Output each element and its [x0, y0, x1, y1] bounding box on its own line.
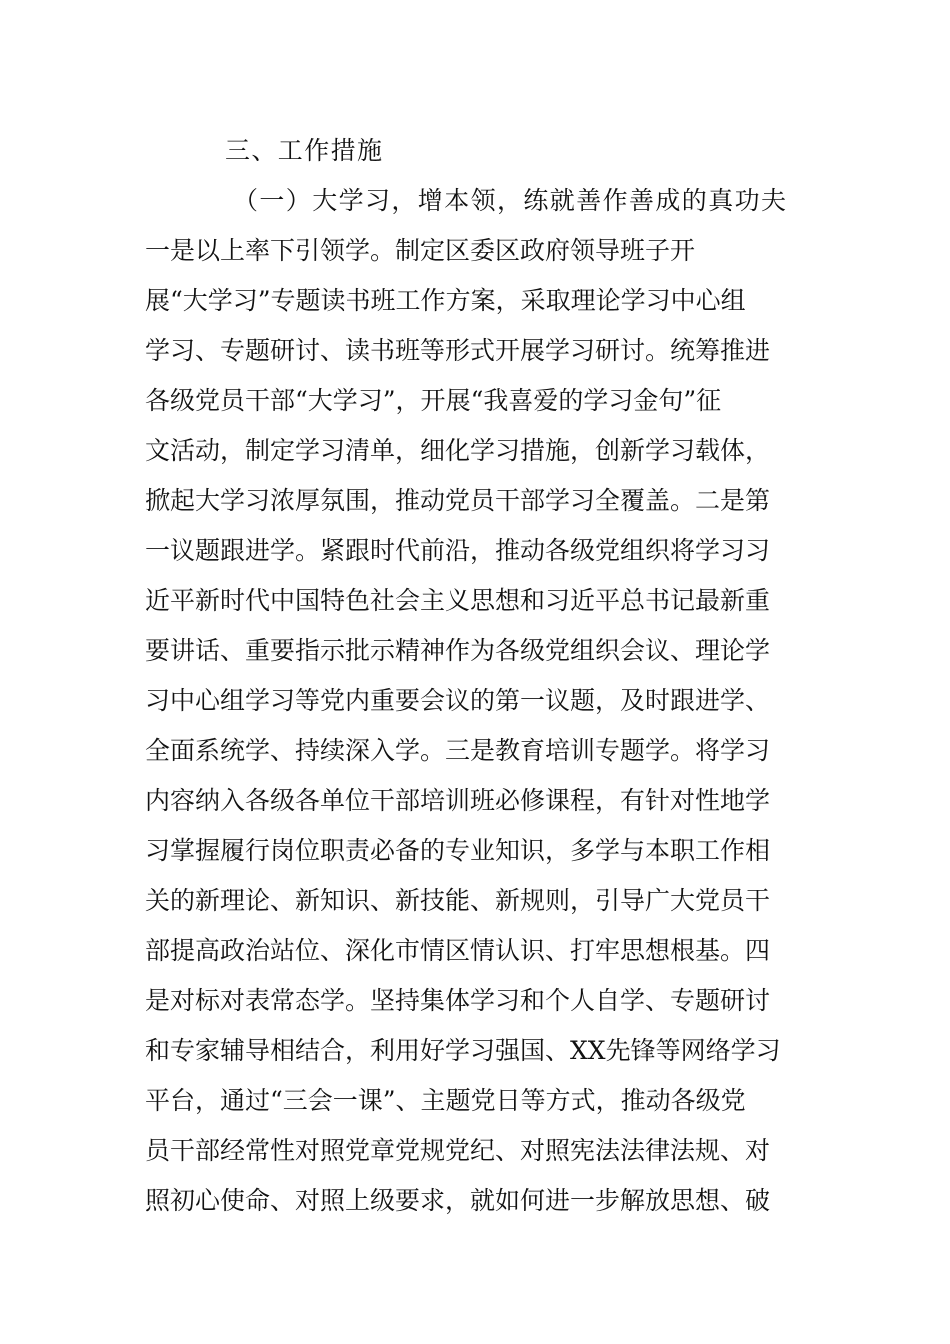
body-line: 各级党员干部“大学习”，开展“我喜爱的学习金句”征 [145, 386, 722, 415]
body-line: 内容纳入各级各单位干部培训班必修课程，有针对性地学 [145, 786, 771, 815]
body-line: 掀起大学习浓厚氛围，推动党员干部学习全覆盖。二是第 [145, 486, 771, 515]
body-line: 近平新时代中国特色社会主义思想和习近平总书记最新重 [145, 586, 771, 615]
body-line: 习中心组学习等党内重要会议的第一议题，及时跟进学、 [145, 686, 771, 715]
body-line: 关的新理论、新知识、新技能、新规则，引导广大党员干 [145, 886, 771, 915]
body-line: 文活动，制定学习清单，细化学习措施，创新学习载体， [145, 436, 771, 465]
body-line: 习掌握履行岗位职责必备的专业知识，多学与本职工作相 [145, 836, 771, 865]
body-line: 部提高政治站位、深化市情区情认识、打牢思想根基。四 [145, 936, 771, 965]
sub-heading: （一）大学习，增本领，练就善作善成的真功夫 [233, 186, 788, 215]
section-heading: 三、工作措施 [225, 136, 384, 165]
body-line: 一是以上率下引领学。制定区委区政府领导班子开 [145, 236, 696, 265]
body-line: 照初心使命、对照上级要求，就如何进一步解放思想、破 [145, 1186, 771, 1215]
body-line: 要讲话、重要指示批示精神作为各级党组织会议、理论学 [145, 636, 771, 665]
body-line: 和专家辅导相结合，利用好学习强国、XX先锋等网络学习 [145, 1036, 781, 1065]
body-line: 是对标对表常态学。坚持集体学习和个人自学、专题研讨 [145, 986, 771, 1015]
body-line: 员干部经常性对照党章党规党纪、对照宪法法律法规、对 [145, 1136, 771, 1165]
body-line: 展“大学习”专题读书班工作方案，采取理论学习中心组 [145, 286, 746, 315]
body-line: 全面系统学、持续深入学。三是教育培训专题学。将学习 [145, 736, 771, 765]
body-line: 一议题跟进学。紧跟时代前沿，推动各级党组织将学习习 [145, 536, 771, 565]
body-line: 学习、专题研讨、读书班等形式开展学习研讨。统筹推进 [145, 336, 771, 365]
body-line: 平台，通过“三会一课”、主题党日等方式，推动各级党 [145, 1086, 746, 1115]
